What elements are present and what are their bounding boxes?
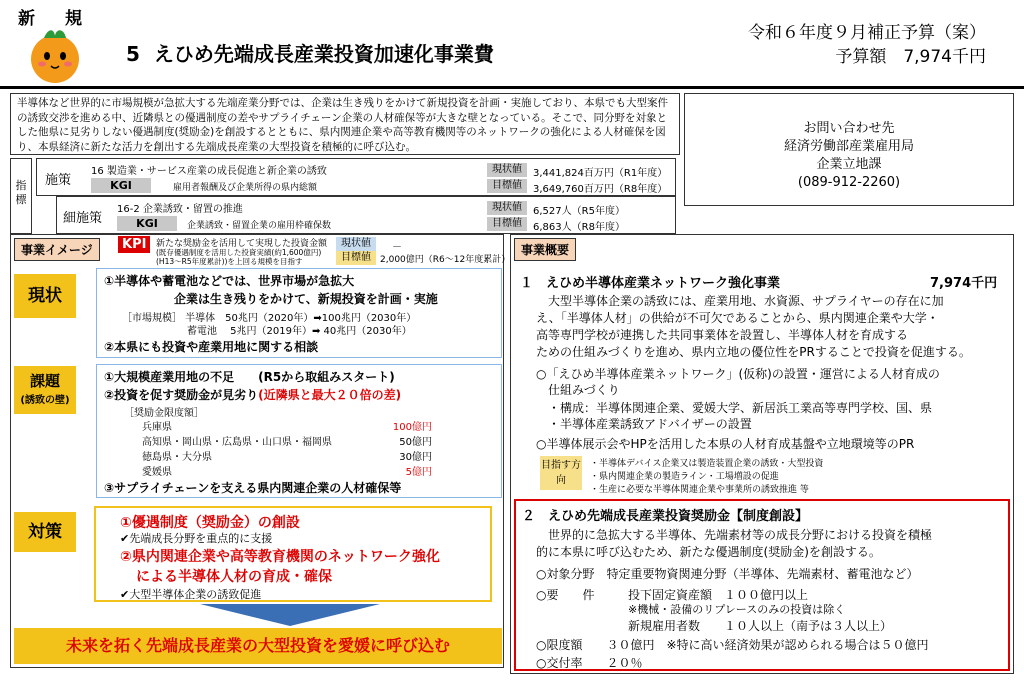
kadai-line1: ①大規模産業用地の不足 (R5から取組みスタート) xyxy=(104,370,395,384)
right-panel-head: 事業概要 xyxy=(514,238,576,261)
genjo-line1: ①半導体や蓄電池などでは、世界市場が急拡大 xyxy=(104,274,355,288)
kpi-current-value: － xyxy=(392,242,402,253)
section1-amount: 7,974千円 xyxy=(930,276,998,291)
kadai-head xyxy=(14,366,76,414)
genjo-line4: 蓄電池 5兆円（2019年）➡ 40兆円（2030年） xyxy=(187,326,412,337)
goal-line1: ・半導体デバイス企業又は製造装置企業の誘致・大型投資 xyxy=(590,459,824,469)
page-title: 5 えひめ先端成長産業投資加速化事業費 xyxy=(126,42,494,66)
goal-line3: ・生産に必要な半導体関連企業や事業所の誘致推進 等 xyxy=(590,485,809,495)
section1-b1: ○「えひめ半導体産業ネットワーク」(仮称)の設置・運営による人材育成の xyxy=(536,367,940,381)
taisaku-line3: ②県内関連企業や高等教育機関のネットワーク強化 xyxy=(120,549,440,565)
budget-amount: 予算額 7,974千円 xyxy=(835,47,986,67)
kadai-line4: ③サプライチェーンを支える県内関連企業の人材確保等 xyxy=(104,481,402,495)
current-value: 6,527人（R5年度） xyxy=(533,206,625,217)
kadai-row-pref: 愛媛県 xyxy=(142,467,172,478)
kadai-row-amount: 5億円 xyxy=(405,467,432,478)
saimoku-label: 細施策 xyxy=(63,211,103,226)
kadai-line3: ［奨励金限度額］ xyxy=(124,408,204,419)
kadai-row-pref: 兵庫県 xyxy=(142,422,172,433)
kadai-row-pref: 徳島県・大分県 xyxy=(142,452,212,463)
section2-t2c: ※機械・設備のリプレースのみの投資は除く xyxy=(628,603,846,616)
taisaku-line5: ✔大型半導体企業の誘致促進 xyxy=(120,588,262,601)
section2-t2b: 投下固定資産額 １００億円以上 xyxy=(628,588,809,602)
divider xyxy=(0,86,1024,89)
section2-p2: 的に本県に呼び込むため、新たな優遇制度(奨励金)を創設する。 xyxy=(536,545,881,559)
section1-p1: 大型半導体企業の誘致には、産業用地、水資源、サプライヤーの存在に加 xyxy=(548,294,944,308)
current-tag: 現状値 xyxy=(487,201,527,215)
kpi-badge: KPI xyxy=(118,236,150,253)
kadai-title: 課題 xyxy=(29,372,60,390)
kadai-row-amount: 50億円 xyxy=(399,437,432,448)
target-tag: 目標値 xyxy=(487,217,527,231)
section1-b1b: 仕組みづくり xyxy=(548,383,620,397)
kpi-target-value: 2,000億円（R6～12年度累計） xyxy=(380,255,511,265)
section1-b3: ・半導体産業誘致アドバイザーの設置 xyxy=(548,417,752,431)
genjo-line2: 企業は生き残りをかけて、新規投資を計画・実施 xyxy=(174,292,438,306)
kgi-badge: KGI xyxy=(91,178,151,193)
kadai-line2: ②投資を促す奨励金が見劣り(近隣県と最大２０倍の差) xyxy=(104,388,402,402)
section2-t3: ○限度額 ３０億円 ※特に高い経済効果が認められる場合は５０億円 xyxy=(536,638,929,652)
contact-box xyxy=(684,93,1014,206)
future-banner: 未来を拓く先端成長産業の大型投資を愛媛に呼び込む xyxy=(14,628,502,664)
shisaku-label: 施策 xyxy=(45,173,72,188)
taisaku-head: 対策 xyxy=(14,512,76,552)
kgi-badge: KGI xyxy=(117,216,177,231)
new-label: 新規 xyxy=(18,9,112,29)
kgi-text: 企業誘致・留置企業の雇用枠確保数 xyxy=(187,221,332,231)
genjo-line5: ②本県にも投資や産業用地に関する相談 xyxy=(104,340,319,354)
section1-p2: え、「半導体人材」の供給が不可欠であることから、県内関連企業や大学・ xyxy=(536,311,939,325)
genjo-head: 現状 xyxy=(14,274,76,318)
kadai-row-amount: 100億円 xyxy=(392,422,432,433)
section2-t2d: 新規雇用者数 １０人以上（南予は３人以上） xyxy=(628,619,893,633)
section2-p1: 世界的に急拡大する半導体、先端素材等の成長分野における投資を積極 xyxy=(548,528,933,542)
indicator-label: 指標 xyxy=(10,158,32,234)
section2-t2-label: ○要 件 xyxy=(536,588,595,602)
contact-dept: 経済労働部産業雇用局 xyxy=(783,139,914,154)
kpi-note1: (既存優遇制度を活用した投資実績(約1,600億円) xyxy=(156,248,322,257)
section1-p4: ための仕組みづくりを進め、県内立地の優位性をPRすることで投資を促進する。 xyxy=(536,345,971,359)
target-value: 3,649,760百万円（R8年度） xyxy=(533,184,668,195)
contact-section: 企業立地課 xyxy=(816,157,882,172)
genjo-line3: ［市場規模］ 半導体 50兆円（2020年）➡100兆円（2030年） xyxy=(122,313,417,324)
target-value: 6,863人（R8年度） xyxy=(533,222,625,233)
section1-b2: ・構成：半導体関連企業、愛媛大学、新居浜工業高等専門学校、国、県 xyxy=(548,401,933,415)
current-tag: 現状値 xyxy=(487,163,527,177)
indicator-row-saimoku xyxy=(56,196,676,234)
kgi-text: 雇用者報酬及び企業所得の県内総額 xyxy=(173,183,318,193)
shisaku-name: 16 製造業・サービス産業の成長促進と新企業の誘致 xyxy=(91,166,327,177)
kpi-current-tag: 現状値 xyxy=(336,237,376,251)
kadai-row-amount: 30億円 xyxy=(399,452,432,463)
intro-text: 半導体など世界的に市場規模が急拡大する先端産業分野では、企業は生き残りをかけて新規投資を計画・実施しており、本県でも大型案件の誘致交渉を進める中、近隣県との優遇制度の差やサプライチェーン企業の人材確保等が大きな壁となっている。そこで、同分野を対象とした他県に見劣りしない優遇制度(奨励金)を創設するとともに、県内関連企業や高等教育機関等のネットワークの強化による人材確保を図り、本県経済に新たな活力を創出する先端成長産業の大型投資を積極的に呼び込む。 xyxy=(10,93,680,155)
section2-t1: ○対象分野 特定重要物資関連分野（半導体、先端素材、蓄電池など） xyxy=(536,567,919,581)
section1-b4: ○半導体展示会やHPを活用した本県の人材育成基盤や立地環境等のPR xyxy=(536,437,915,451)
budget-name: 令和６年度９月補正予算（案） xyxy=(748,23,986,43)
contact-label: お問い合わせ先 xyxy=(803,121,895,136)
kpi-note2: (H13～R5年度累計))を上回る規模を目指す xyxy=(156,257,303,266)
mikan-mascot-icon xyxy=(24,24,86,86)
target-tag: 目標値 xyxy=(487,179,527,193)
kpi-target-tag: 目標値 xyxy=(336,251,376,265)
kadai-sub: (誘致の壁) xyxy=(20,395,70,406)
section1-title: １ えひめ半導体産業ネットワーク強化事業 xyxy=(520,276,781,291)
section1-p3: 高等専門学校が連携した共同事業体を設置し、半導体人材を育成する xyxy=(536,328,909,342)
taisaku-line1: ①優遇制度（奨励金）の創設 xyxy=(120,515,300,531)
goal-line2: ・県内関連企業の製造ライン・工場増設の促進 xyxy=(590,472,779,482)
taisaku-line4: による半導体人材の育成・確保 xyxy=(136,569,332,585)
contact-phone: (089-912-2260) xyxy=(797,175,901,190)
section2-title: ２ えひめ先端成長産業投資奨励金【制度創設】 xyxy=(522,509,809,524)
current-value: 3,441,824百万円（R1年度） xyxy=(533,168,668,179)
down-arrow-icon xyxy=(200,604,380,626)
indicator-row-shisaku xyxy=(36,158,676,196)
kadai-row-pref: 高知県・岡山県・広島県・山口県・福岡県 xyxy=(142,437,332,448)
section2-t4: ○交付率 ２０％ xyxy=(536,656,643,670)
left-panel-head: 事業イメージ xyxy=(14,238,100,261)
kpi-text: 新たな奨励金を活用して実現した投資金額 xyxy=(156,239,328,249)
taisaku-line2: ✔先端成長分野を重点的に支援 xyxy=(120,532,273,545)
saimoku-name: 16-2 企業誘致・留置の推進 xyxy=(117,204,243,215)
goal-badge: 目指す方向 xyxy=(540,456,582,490)
